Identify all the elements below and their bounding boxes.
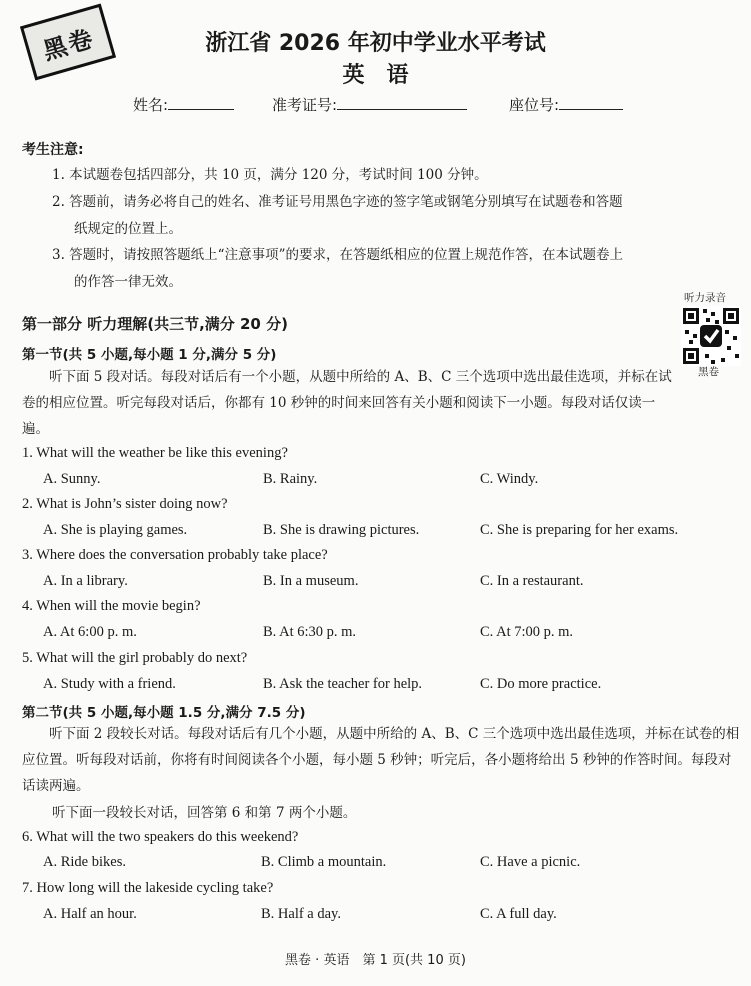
notice-heading: 考生注意: xyxy=(22,142,84,158)
notice-item-2-cont: 纸规定的位置上。 xyxy=(74,221,182,237)
question-4-stem: 4. When will the movie begin? xyxy=(22,598,201,614)
question-1-option-b[interactable]: B. Rainy. xyxy=(263,471,318,487)
subject-title: 英 语 xyxy=(342,63,409,88)
question-1-stem: 1. What will the weather be like this evening? xyxy=(22,445,288,461)
question-4-option-a[interactable]: A. At 6:00 p. m. xyxy=(43,624,137,640)
question-2-option-a[interactable]: A. She is playing games. xyxy=(43,522,188,538)
question-6-stem: 6. What will the two speakers do this weekend? xyxy=(22,829,299,845)
question-2-stem: 2. What is John’s sister doing now? xyxy=(22,496,228,512)
section2-sub-instructions: 听下面一段较长对话，回答第 6 和第 7 两个小题。 xyxy=(52,805,357,821)
question-2-option-b[interactable]: B. She is drawing pictures. xyxy=(263,522,420,538)
section2-instructions xyxy=(22,721,742,799)
notice-item-3: 3. 答题时，请按照答题纸上“注意事项”的要求，在答题纸相应的位置上规范作答，在本试题卷上 xyxy=(52,247,623,263)
section1-instructions xyxy=(22,364,677,442)
exam-title: 浙江省 2026 年初中学业水平考试 xyxy=(205,31,546,56)
question-1-option-a[interactable]: A. Sunny. xyxy=(43,471,101,487)
question-3-option-c[interactable]: C. In a restaurant. xyxy=(480,573,584,589)
name-field[interactable] xyxy=(133,94,234,115)
section2-title: 第二节(共 5 小题,每小题 1.5 分,满分 7.5 分) xyxy=(22,705,306,721)
question-3-stem: 3. Where does the conversation probably take place? xyxy=(22,547,328,563)
question-7-option-b[interactable]: B. Half a day. xyxy=(261,906,341,922)
name-label: 姓名: xyxy=(133,96,169,114)
question-6-option-c[interactable]: C. Have a picnic. xyxy=(480,854,581,870)
section1-title: 第一节(共 5 小题,每小题 1 分,满分 5 分) xyxy=(22,347,277,363)
question-3-option-a[interactable]: A. In a library. xyxy=(43,573,128,589)
question-2-option-c[interactable]: C. She is preparing for her exams. xyxy=(480,522,679,538)
section1-instructions-text: 听下面 5 段对话。每段对话后有一个小题，从题中所给的 A、B、C 三个选项中选出最佳选项，并标在试卷的相应位置。听完每段对话后，你都有 10 秒钟的时间来回答有关小题和阅读下一小题。每段对话仅读一遍。 xyxy=(22,369,672,437)
question-6-option-b[interactable]: B. Climb a mountain. xyxy=(261,854,387,870)
question-7-option-a[interactable]: A. Half an hour. xyxy=(43,906,137,922)
qr-bottom-label: 黑卷 xyxy=(698,366,719,378)
question-4-option-b[interactable]: B. At 6:30 p. m. xyxy=(263,624,357,640)
qr-code-icon[interactable] xyxy=(681,306,741,366)
question-7-option-c[interactable]: C. A full day. xyxy=(480,906,557,922)
notice-item-2: 2. 答题前，请务必将自己的姓名、准考证号用黑色字迹的签字笔或钢笔分别填写在试题卷和答题 xyxy=(52,194,623,210)
id-field[interactable] xyxy=(272,94,467,115)
question-5-stem: 5. What will the girl probably do next? xyxy=(22,650,248,666)
seat-field[interactable] xyxy=(509,94,623,115)
id-label: 准考证号: xyxy=(272,96,338,114)
question-3-option-b[interactable]: B. In a museum. xyxy=(263,573,359,589)
question-7-stem: 7. How long will the lakeside cycling take? xyxy=(22,880,274,896)
section2-instructions-text: 听下面 2 段较长对话。每段对话后有几个小题，从题中所给的 A、B、C 三个选项中选出最佳选项，并标在试卷的相应位置。听每段对话前，你将有时间阅读各个小题，每小题 5 秒钟；听完后，各小题将给出 5 秒钟的作答时间。每段对话读两遍。 xyxy=(22,726,740,794)
page-footer: 黑卷 · 英语 第 1 页(共 10 页) xyxy=(285,953,466,968)
notice-item-1: 1. 本试题卷包括四部分，共 10 页，满分 120 分，考试时间 100 分钟。 xyxy=(52,167,488,183)
qr-top-label: 听力录音 xyxy=(684,292,726,304)
question-5-option-a[interactable]: A. Study with a friend. xyxy=(43,676,176,692)
stamp-text: 黑卷 xyxy=(39,23,98,66)
part1-title: 第一部分 听力理解(共三节,满分 20 分) xyxy=(22,315,288,333)
question-1-option-c[interactable]: C. Windy. xyxy=(480,471,539,487)
question-5-option-c[interactable]: C. Do more practice. xyxy=(480,676,602,692)
question-5-option-b[interactable]: B. Ask the teacher for help. xyxy=(263,676,423,692)
question-6-option-a[interactable]: A. Ride bikes. xyxy=(43,854,126,870)
notice-item-3-cont: 的作答一律无效。 xyxy=(74,274,182,290)
question-4-option-c[interactable]: C. At 7:00 p. m. xyxy=(480,624,574,640)
seat-label: 座位号: xyxy=(509,96,560,114)
